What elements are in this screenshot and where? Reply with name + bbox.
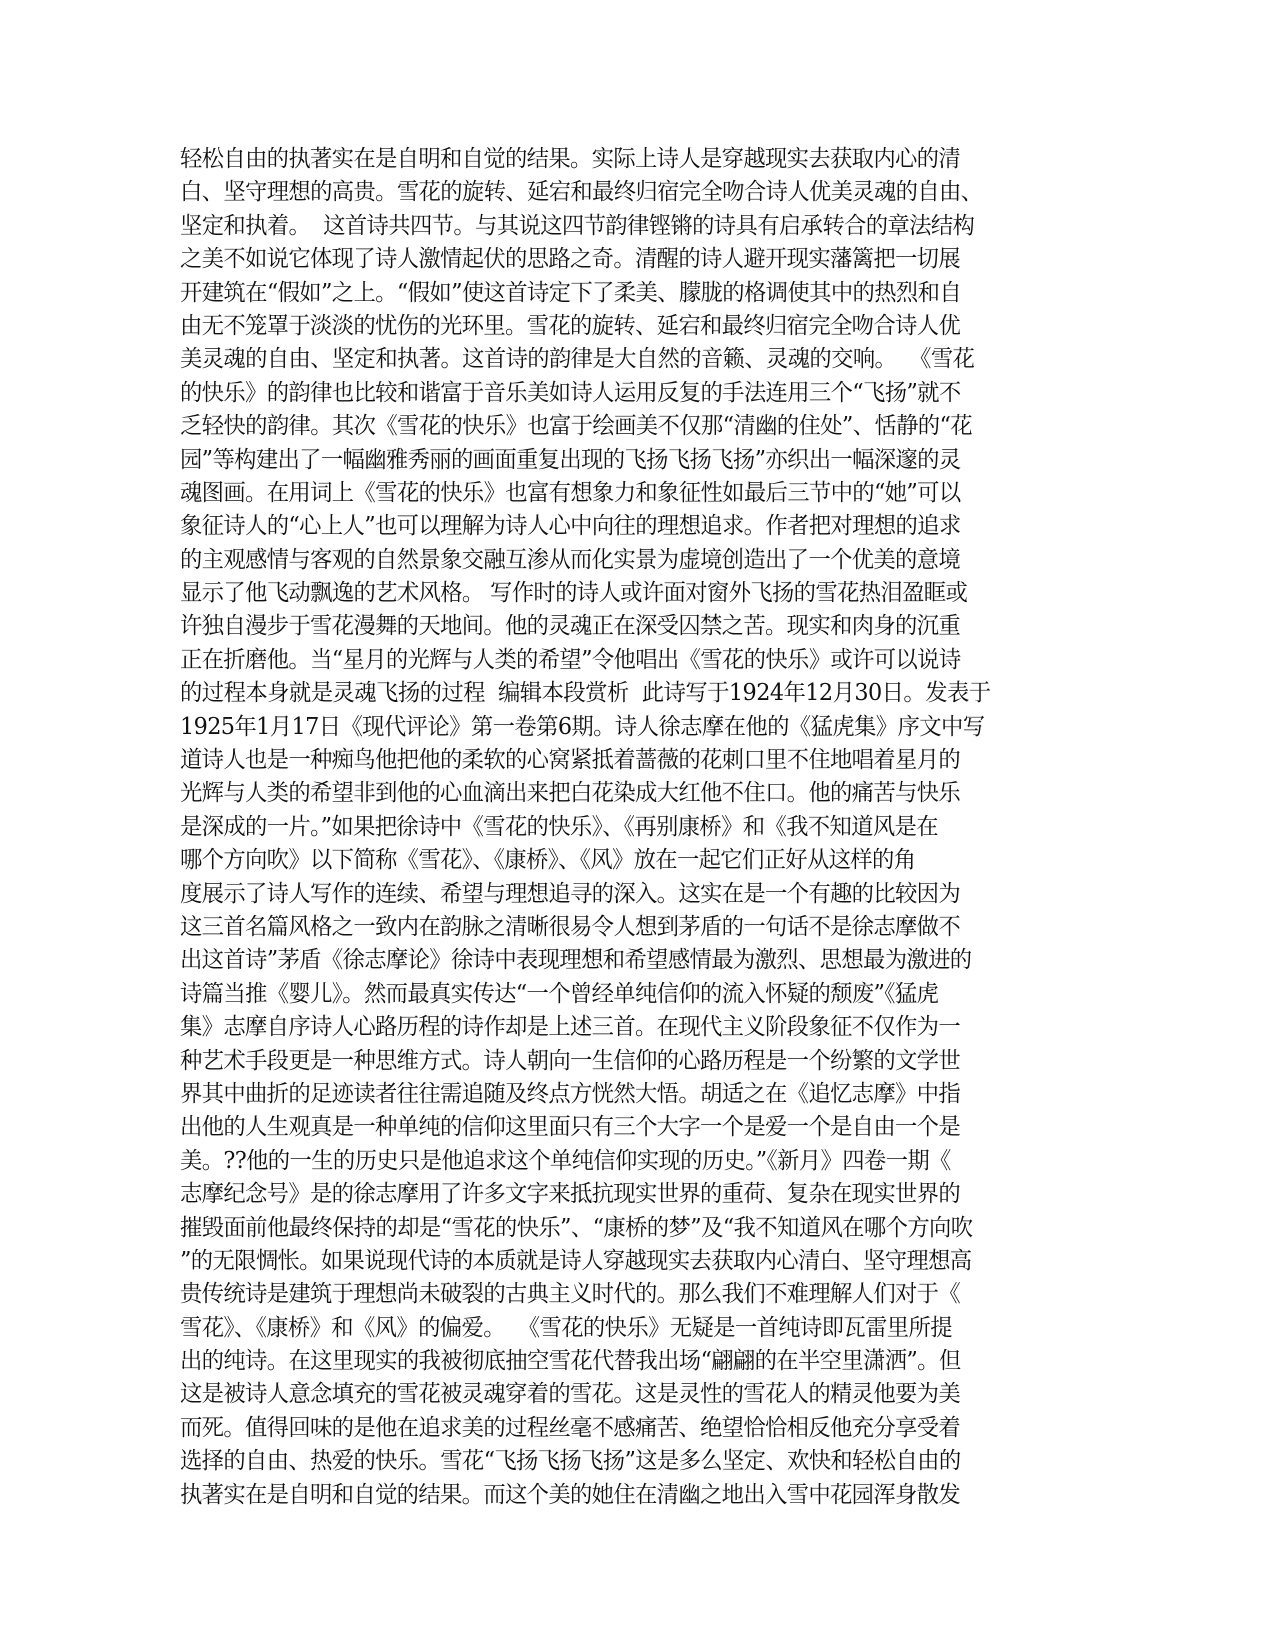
text-line: 象征诗人的“心上人”也可以理解为诗人心中向往的理想追求。作者把对理想的追求 xyxy=(180,513,961,540)
text-line: 诗篇当推《婴儿》。然而最真实传达“一个曾经单纯信仰的流入怀疑的颓废”《猛虎 xyxy=(180,980,939,1007)
text-line: 出这首诗”茅盾《徐志摩论》徐诗中表现理想和希望感情最为激烈、思想最为激进的 xyxy=(180,947,972,974)
text-line: 白、坚守理想的高贵。雪花的旋转、延宕和最终归宿完全吻合诗人优美灵魂的自由、 xyxy=(180,179,983,206)
text-line: 度展示了诗人写作的连续、希望与理想追寻的深入。这实在是一个有趣的比较因为 xyxy=(180,880,961,907)
text-line: 开建筑在“假如”之上。“假如”使这首诗定下了柔美、朦胧的格调使其中的热烈和自 xyxy=(180,279,962,306)
text-line: 由无不笼罩于淡淡的忧伤的光环里。雪花的旋转、延宕和最终归宿完全吻合诗人优 xyxy=(180,312,961,339)
text-line: 魂图画。在用词上《雪花的快乐》也富有想象力和象征性如最后三节中的“她”可以 xyxy=(180,479,961,506)
text-line: 光辉与人类的希望非到他的心血滴出来把白花染成大红他不住口。他的痛苦与快乐 xyxy=(180,780,961,807)
text-line: 执著实在是自明和自觉的结果。而这个美的她住在清幽之地出入雪中花园浑身散发 xyxy=(180,1481,961,1508)
text-line: 雪花》、《康桥》和《风》的偏爱。 《雪花的快乐》无疑是一首纯诗即瓦雷里所提 xyxy=(180,1314,952,1341)
text-line: 贵传统诗是建筑于理想尚未破裂的古典主义时代的。那么我们不难理解人们对于《 xyxy=(180,1281,961,1308)
text-line: 这是被诗人意念填充的雪花被灵魂穿着的雪花。这是灵性的雪花人的精灵他要为美 xyxy=(180,1381,961,1408)
text-line: 志摩纪念号》是的徐志摩用了许多文字来抵抗现实世界的重荷、复杂在现实世界的 xyxy=(180,1181,961,1208)
text-line: 正在折磨他。当“星月的光辉与人类的希望”令他唱出《雪花的快乐》或许可以说诗 xyxy=(180,646,961,673)
text-line: 出他的人生观真是一种单纯的信仰这里面只有三个大字一个是爱一个是自由一个是 xyxy=(180,1114,961,1141)
text-line: 坚定和执着。 这首诗共四节。与其说这四节韵律铿锵的诗具有启承转合的章法结构 xyxy=(180,212,975,239)
body-text xyxy=(180,143,1080,1512)
text-line: 显示了他飞动飘逸的艺术风格。 写作时的诗人或许面对窗外飞扬的雪花热泪盈眶或 xyxy=(180,580,968,607)
text-line: 这三首名篇风格之一致内在韵脉之清晰很易令人想到茅盾的一句话不是徐志摩做不 xyxy=(180,913,961,940)
text-line: 美灵魂的自由、坚定和执著。这首诗的韵律是大自然的音籁、灵魂的交响。 《雪花 xyxy=(180,346,975,373)
text-line: 界其中曲折的足迹读者往往需追随及终点方恍然大悟。胡适之在《追忆志摩》中指 xyxy=(180,1080,961,1107)
text-line: 美。??他的一生的历史只是他追求这个单纯信仰实现的历史。”《新月》四卷一期《 xyxy=(180,1147,951,1174)
text-line: 哪个方向吹》以下简称《雪花》、《康桥》、《风》放在一起它们正好从这样的角 xyxy=(180,847,916,874)
text-line: 轻松自由的执著实在是自明和自觉的结果。实际上诗人是穿越现实去获取内心的清 xyxy=(180,146,961,172)
text-line: 的过程本身就是灵魂飞扬的过程 编辑本段赏析 此诗写于1924年12月30日。发表于 xyxy=(180,680,991,707)
text-line: 出的纯诗。在这里现实的我被彻底抽空雪花代替我出场“翩翩的在半空里潇洒”。但 xyxy=(180,1348,961,1375)
text-line: ”的无限惆怅。如果说现代诗的本质就是诗人穿越现实去获取内心清白、坚守理想高 xyxy=(180,1247,972,1274)
text-line: 选择的自由、热爱的快乐。雪花“飞扬飞扬飞扬”这是多么坚定、欢快和轻松自由的 xyxy=(180,1448,961,1475)
text-line: 1925年1月17日《现代评论》第一卷第6期。诗人徐志摩在他的《猛虎集》序文中写 xyxy=(180,713,985,740)
text-line: 乏轻快的韵律。其次《雪花的快乐》也富于绘画美不仅那“清幽的住处”、恬静的“花 xyxy=(180,413,972,440)
text-line: 的主观感情与客观的自然景象交融互渗从而化实景为虚境创造出了一个优美的意境 xyxy=(180,546,961,573)
text-line: 之美不如说它体现了诗人激情起伏的思路之奇。清醒的诗人避开现实藩篱把一切展 xyxy=(180,246,961,273)
text-line: 园”等构建出了一幅幽雅秀丽的画面重复出现的飞扬飞扬飞扬”亦织出一幅深邃的灵 xyxy=(180,446,961,473)
text-line: 而死。值得回味的是他在追求美的过程丝毫不感痛苦、绝望恰恰相反他充分享受着 xyxy=(180,1414,961,1441)
text-line: 许独自漫步于雪花漫舞的天地间。他的灵魂正在深受囚禁之苦。现实和肉身的沉重 xyxy=(180,613,961,640)
text-line: 道诗人也是一种痴鸟他把他的柔软的心窝紧抵着蔷薇的花刺口里不住地唱着星月的 xyxy=(180,747,961,774)
text-line: 集》志摩自序诗人心路历程的诗作却是上述三首。在现代主义阶段象征不仅作为一 xyxy=(180,1014,961,1041)
text-line: 是深成的一片。”如果把徐诗中《雪花的快乐》、《再别康桥》和《我不知道风是在 xyxy=(180,813,938,840)
text-line: 的快乐》的韵律也比较和谐富于音乐美如诗人运用反复的手法连用三个“飞扬”就不 xyxy=(180,379,961,406)
text-line: 种艺术手段更是一种思维方式。诗人朝向一生信仰的心路历程是一个纷繁的文学世 xyxy=(180,1047,961,1074)
text-line: 摧毁面前他最终保持的却是“雪花的快乐”、“康桥的梦”及“我不知道风在哪个方向吹 xyxy=(180,1214,973,1241)
